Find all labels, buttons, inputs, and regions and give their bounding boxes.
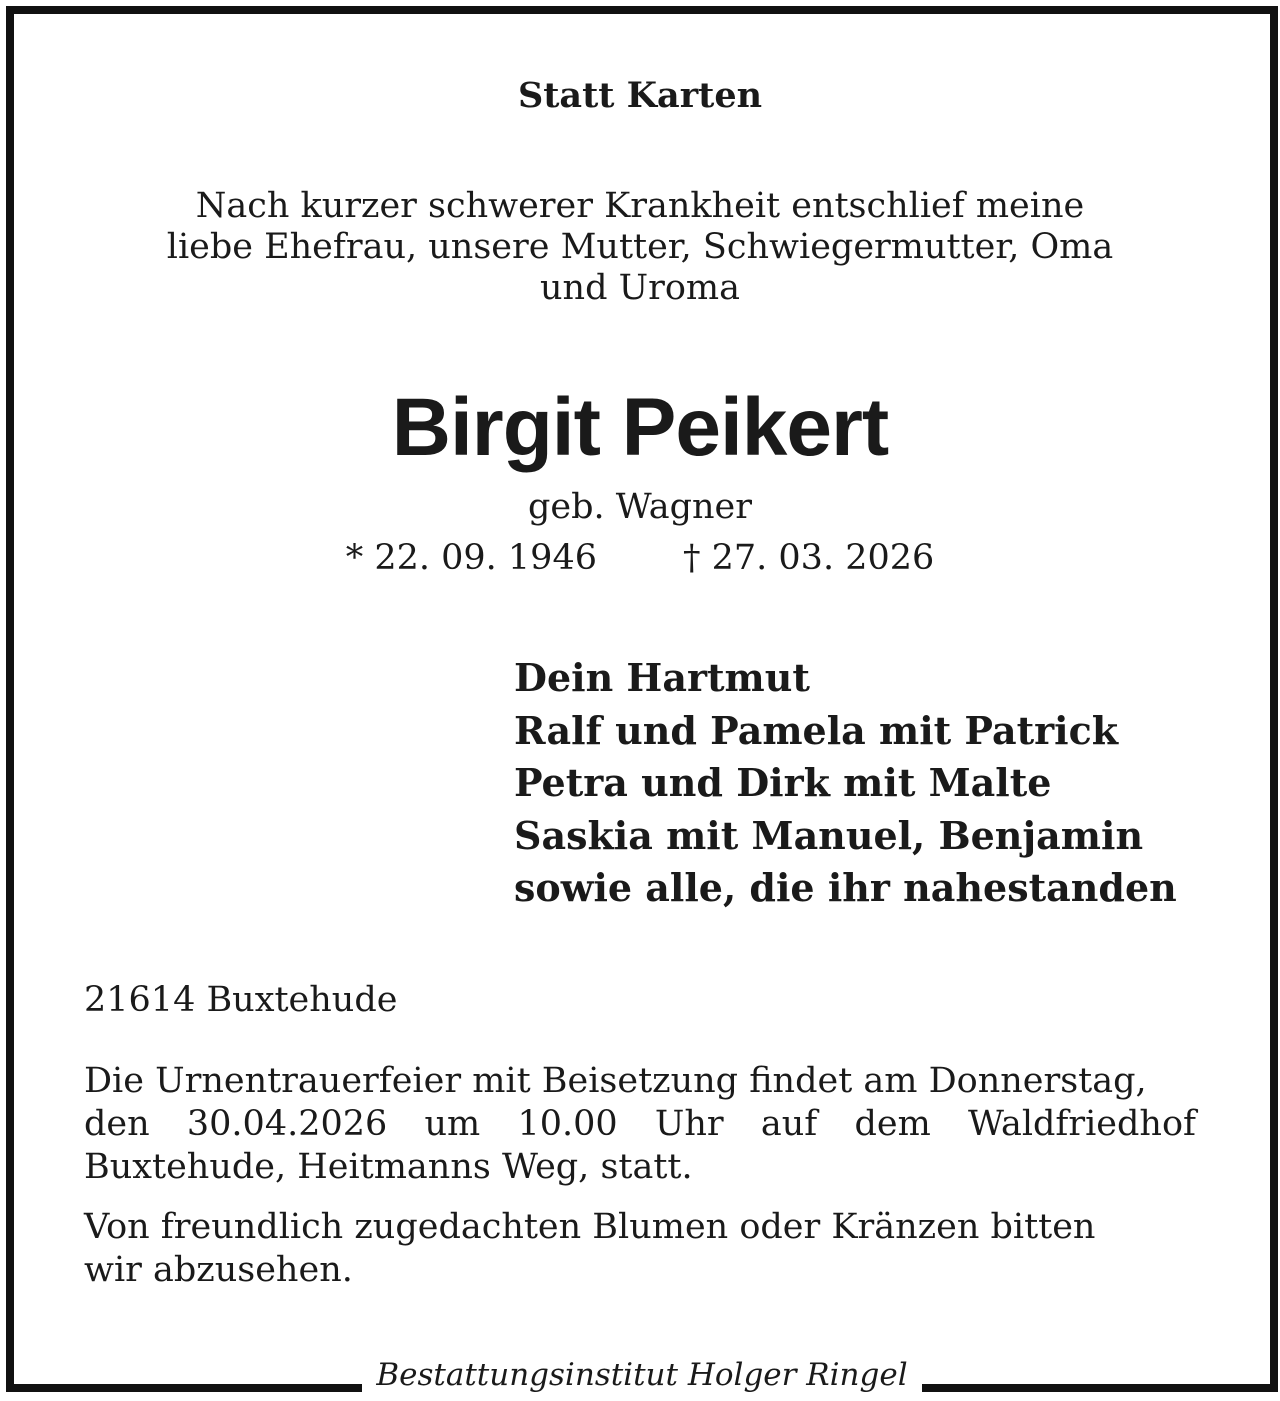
flowers-line: Von freundlich zugedachten Blumen oder Kränzen bitten [84,1207,1096,1247]
flowers-paragraph [84,1206,1196,1292]
intro-line: und Uroma [540,268,740,308]
ceremony-line: Die Urnentrauerfeier mit Beisetzung findet am Donnerstag, [84,1061,1147,1101]
ceremony-line-justified [84,1103,1196,1146]
ceremony-paragraph [84,1060,1196,1189]
deceased-name: Birgit Peikert [391,382,889,473]
mourner-line: Dein Hartmut [514,655,810,700]
life-dates [0,536,1280,580]
intro-line: Nach kurzer schwerer Krankheit entschlief meine [195,186,1085,226]
ceremony-word: um [424,1104,481,1144]
ceremony-word: Waldfriedhof [968,1104,1196,1144]
ceremony-word: dem [854,1104,931,1144]
ceremony-word: Uhr [654,1104,724,1144]
bottom-rule-left [6,1384,362,1392]
ceremony-word: 10.00 [517,1104,618,1144]
bottom-rule-right [922,1384,1274,1392]
location: 21614 Buxtehude [84,980,398,1020]
funeral-home: Bestattungsinstitut Holger Ringel [376,1357,908,1393]
ceremony-word: den [84,1104,150,1144]
birth-date: * 22. 09. 1946 [345,538,597,578]
mourner-line: Saskia mit Manuel, Benjamin [514,812,1144,858]
ceremony-word: auf [760,1104,818,1144]
intro-line: liebe Ehefrau, unsere Mutter, Schwiegermutter, Oma [166,227,1114,267]
ceremony-line: Buxtehude, Heitmanns Weg, statt. [84,1147,693,1187]
death-date: † 27. 03. 2026 [683,538,935,578]
notice-header: Statt Karten [517,75,763,116]
mourner-line: Petra und Dirk mit Malte [514,760,1052,805]
maiden-name: geb. Wagner [528,487,752,527]
ceremony-word: 30.04.2026 [186,1104,388,1144]
mourner-line: Ralf und Pamela mit Patrick [514,707,1119,753]
mourner-line: sowie alle, die ihr nahestanden [514,865,1177,910]
mourners-list [514,652,1177,915]
flowers-line: wir abzusehen. [84,1250,353,1290]
intro-text [100,186,1180,309]
